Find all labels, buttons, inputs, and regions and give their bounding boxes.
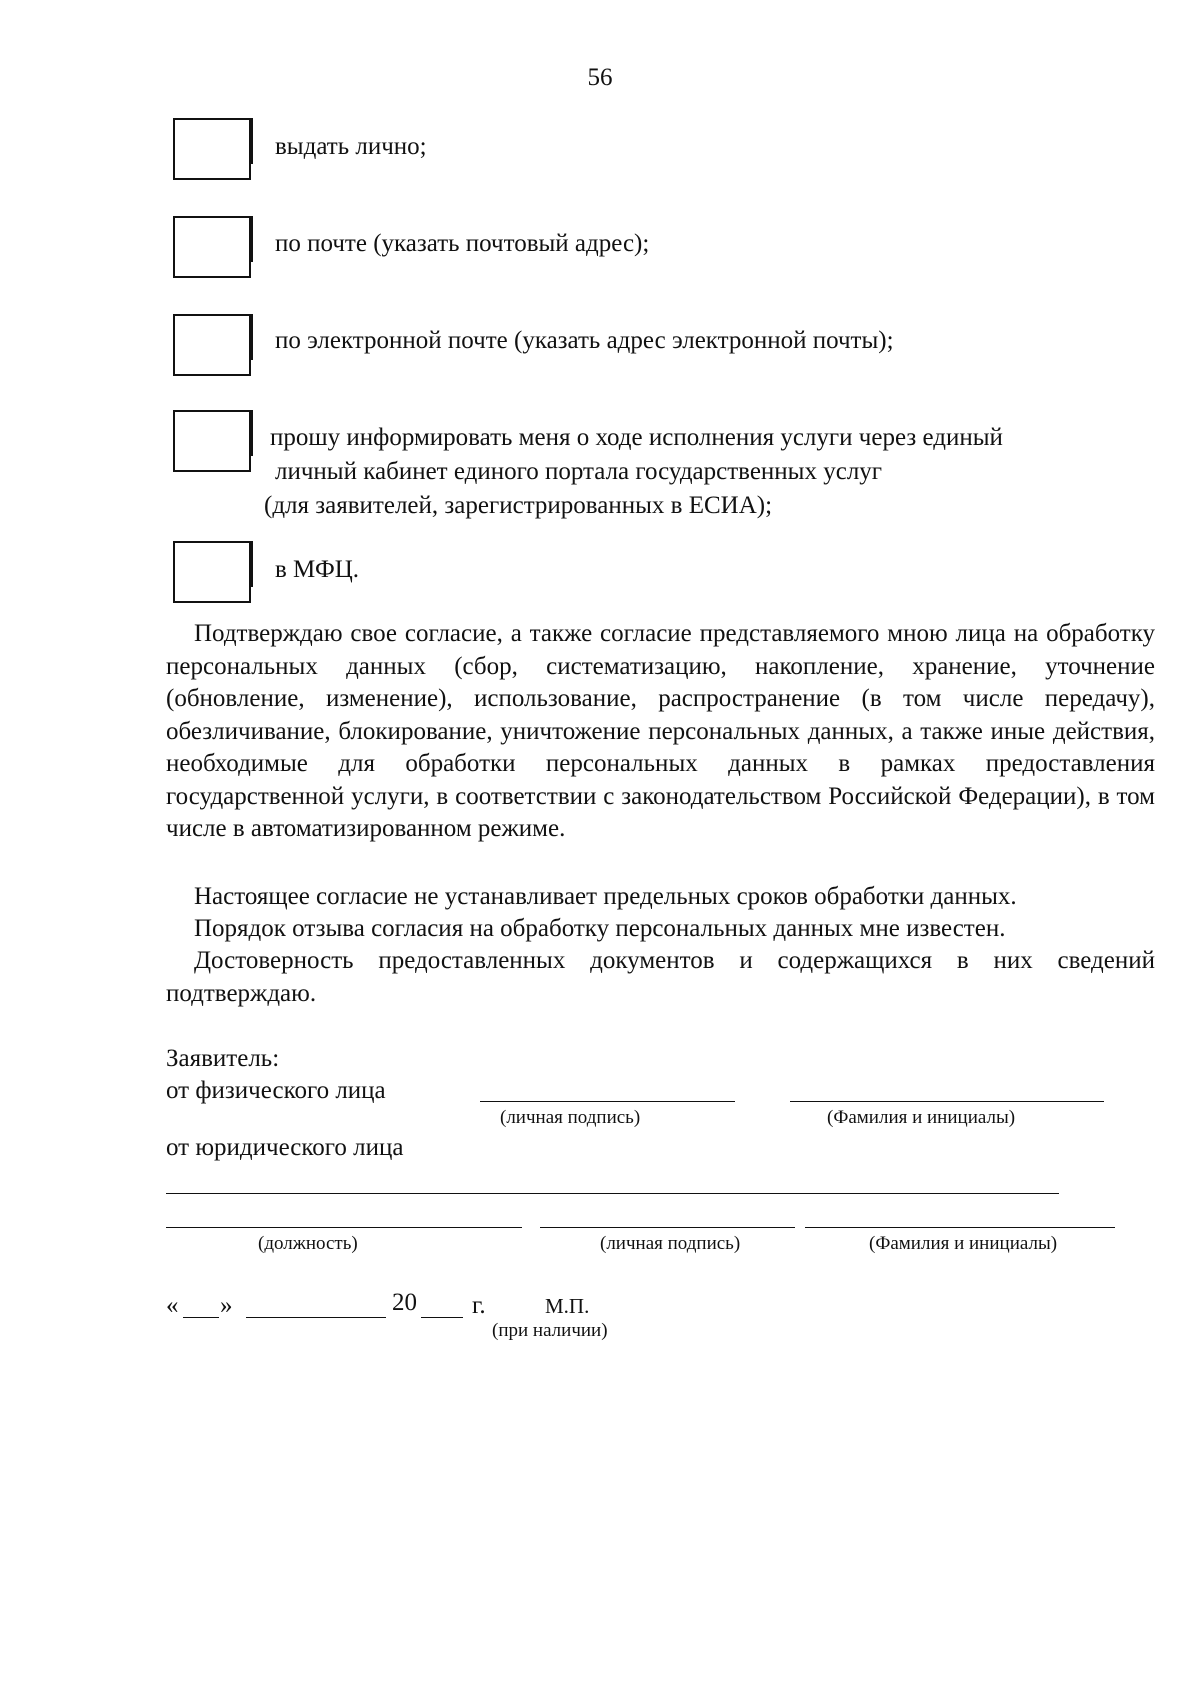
option-label-portal-notify-line-2: личный кабинет единого портала государственных услуг	[275, 458, 883, 485]
individual-label: от физического лица	[166, 1077, 386, 1104]
applicant-label: Заявитель:	[166, 1045, 280, 1072]
option-checkbox-by-mail[interactable]	[173, 216, 251, 278]
page-number: 56	[587, 64, 613, 91]
option-checkbox-by-email[interactable]	[173, 314, 251, 376]
date-year-suffix: г.	[472, 1292, 486, 1319]
individual-signature-line[interactable]	[480, 1101, 735, 1102]
statement-withdrawal-known: Порядок отзыва согласия на обработку персональных данных мне известен.	[194, 915, 1006, 942]
option-label-portal-notify-line-3: (для заявителей, зарегистрированных в ЕСИА);	[264, 492, 773, 519]
date-year-prefix: 20	[392, 1289, 417, 1316]
position-caption: (должность)	[258, 1233, 358, 1254]
legal-signature-caption: (личная подпись)	[600, 1233, 741, 1254]
legal-entity-label: от юридического лица	[166, 1134, 404, 1161]
statement-no-time-limit: Настоящее согласие не устанавливает предельных сроков обработки данных.	[194, 883, 1017, 910]
seal-note: (при наличии)	[492, 1320, 608, 1341]
option-label-mfc: в МФЦ.	[275, 556, 360, 583]
legal-name-line[interactable]	[805, 1227, 1115, 1228]
date-close-quote: »	[220, 1292, 233, 1319]
date-day-line[interactable]	[183, 1317, 219, 1318]
position-line[interactable]	[166, 1227, 522, 1228]
legal-entity-name-line[interactable]	[166, 1193, 1059, 1194]
seal-label: М.П.	[545, 1294, 590, 1318]
individual-name-line[interactable]	[790, 1101, 1104, 1102]
legal-name-caption: (Фамилия и инициалы)	[869, 1233, 1058, 1254]
legal-signature-line[interactable]	[540, 1227, 795, 1228]
option-checkbox-mfc[interactable]	[173, 541, 251, 603]
date-month-line[interactable]	[246, 1317, 386, 1318]
option-checkbox-in-person[interactable]	[173, 118, 251, 180]
option-checkbox-portal-notify[interactable]	[173, 410, 251, 472]
individual-signature-caption: (личная подпись)	[500, 1107, 641, 1128]
consent-paragraph: Подтверждаю свое согласие, а также согласие представляемого мною лица на обработку персональных данных (сбор, систематизацию, накопление, хранение, уточнение (обновление, изменение), использование, распространение (в том числе передачу), обезличивание, блокирование, уничтожение персональных данных, а также иные действия, необходимые для обработки персональных данных в рамках предоставления государственной услуги, в соответствии с законодательством Российской Федерации), в том числе в автоматизированном режиме.	[166, 620, 1155, 842]
option-label-portal-notify-line-1: прошу информировать меня о ходе исполнения услуги через единый	[270, 424, 1003, 451]
option-label-by-email: по электронной почте (указать адрес электронной почты);	[275, 327, 894, 354]
individual-name-caption: (Фамилия и инициалы)	[827, 1107, 1016, 1128]
statement-authenticity: Достоверность предоставленных документов и содержащихся в них сведений подтверждаю.	[166, 947, 1155, 1007]
date-open-quote: «	[166, 1292, 179, 1319]
option-label-in-person: выдать лично;	[275, 133, 427, 160]
option-label-by-mail: по почте (указать почтовый адрес);	[275, 230, 650, 257]
date-year-line[interactable]	[421, 1317, 463, 1318]
